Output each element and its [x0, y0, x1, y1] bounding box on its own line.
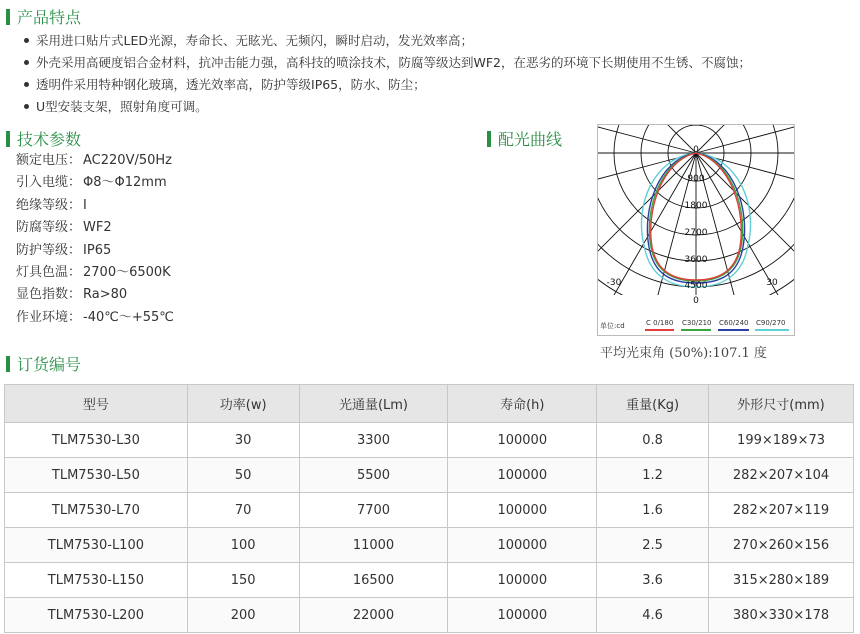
cell-flux: 3300 [299, 423, 448, 458]
radial-label: 900 [687, 174, 705, 184]
cell-flux: 11000 [299, 528, 448, 563]
orders-heading [6, 352, 81, 375]
radial-label-bottom: 0 [693, 296, 699, 306]
radial-label: 3600 [684, 255, 708, 265]
cell-flux: 22000 [299, 598, 448, 633]
heading-bar [487, 131, 491, 147]
spec-row [16, 172, 174, 194]
light-curve-title: 配光曲线 [498, 130, 563, 149]
spec-key: 防腐等级： [16, 220, 82, 236]
legend-label: C30/210 [682, 319, 712, 327]
heading-bar [6, 131, 10, 147]
cell-weight: 2.5 [597, 528, 709, 563]
polar-svg [598, 125, 794, 335]
spec-row [16, 307, 174, 329]
features-title: 产品特点 [17, 8, 82, 27]
table-row [5, 598, 854, 633]
specs-list [16, 150, 174, 329]
cell-life: 100000 [448, 493, 597, 528]
heading-bar [6, 356, 10, 372]
feature-item: 透明件采用特种钢化玻璃，透光效率高，防护等级IP65，防水、防尘； [22, 74, 751, 96]
cell-weight: 3.6 [597, 563, 709, 598]
column-header: 功率(w) [187, 385, 299, 423]
angle-label-right: 30 [766, 278, 778, 288]
cell-model: TLM7530-L30 [5, 423, 188, 458]
table-row [5, 563, 854, 598]
spec-value: IP65 [83, 242, 112, 258]
spec-row [16, 284, 174, 306]
table-row [5, 423, 854, 458]
heading-bar [6, 9, 10, 25]
radial-label: 0 [693, 145, 699, 155]
cell-weight: 1.6 [597, 493, 709, 528]
spec-value: Ra>80 [83, 287, 128, 303]
cell-model: TLM7530-L70 [5, 493, 188, 528]
spec-key: 防护等级： [16, 242, 82, 258]
cell-life: 100000 [448, 528, 597, 563]
legend-label: C90/270 [756, 319, 786, 327]
features-list [22, 30, 751, 118]
table-row [5, 528, 854, 563]
spec-key: 额定电压： [16, 153, 82, 168]
cell-dimensions: 315×280×189 [709, 563, 854, 598]
legend-label: C 0/180 [646, 319, 674, 327]
specs-title: 技术参数 [17, 130, 82, 149]
cell-weight: 1.2 [597, 458, 709, 493]
cell-model: TLM7530-L50 [5, 458, 188, 493]
column-header: 重量(Kg) [597, 385, 709, 423]
cell-life: 100000 [448, 563, 597, 598]
average-beam-angle: 平均光束角 (50%):107.1 度 [600, 346, 767, 361]
cell-life: 100000 [448, 458, 597, 493]
angle-label-left: -30 [606, 278, 622, 288]
cell-flux: 16500 [299, 563, 448, 598]
spec-value: -40℃～+55℃ [83, 309, 174, 325]
spec-value: WF2 [83, 220, 112, 236]
spec-key: 引入电缆： [16, 175, 82, 191]
spec-key: 显色指数： [16, 287, 82, 303]
spec-row [16, 240, 174, 262]
cell-life: 100000 [448, 423, 597, 458]
cell-dimensions: 282×207×119 [709, 493, 854, 528]
cell-power: 50 [187, 458, 299, 493]
spec-value: I [83, 197, 87, 213]
light-curve-heading [487, 127, 562, 150]
cell-dimensions: 380×330×178 [709, 598, 854, 633]
unit-label: 单位:cd [600, 322, 625, 330]
radial-label: 2700 [684, 228, 708, 238]
spec-key: 绝缘等级： [16, 197, 82, 213]
cell-flux: 7700 [299, 493, 448, 528]
cell-dimensions: 199×189×73 [709, 423, 854, 458]
cell-dimensions: 270×260×156 [709, 528, 854, 563]
cell-life: 100000 [448, 598, 597, 633]
spec-row [16, 195, 174, 217]
table-row [5, 458, 854, 493]
spec-value: Φ8～Φ12mm [83, 175, 167, 191]
cell-dimensions: 282×207×104 [709, 458, 854, 493]
column-header: 光通量(Lm) [299, 385, 448, 423]
column-header: 寿命(h) [448, 385, 597, 423]
spec-key: 作业环境： [16, 309, 82, 325]
spec-value: AC220V/50Hz [83, 153, 172, 168]
cell-power: 200 [187, 598, 299, 633]
cell-flux: 5500 [299, 458, 448, 493]
feature-item: 外壳采用高硬度铝合金材料，抗冲击能力强，高科技的喷涂技术，防腐等级达到WF2，在恶劣的环境下长期使用不生锈、不腐蚀； [22, 52, 751, 74]
table-row [5, 493, 854, 528]
cell-weight: 0.8 [597, 423, 709, 458]
cell-weight: 4.6 [597, 598, 709, 633]
polar-diagram [597, 124, 795, 336]
order-table [4, 384, 854, 633]
spec-row [16, 262, 174, 284]
cell-model: TLM7530-L200 [5, 598, 188, 633]
radial-label: 1800 [684, 201, 708, 211]
specs-heading [6, 127, 81, 150]
spec-row [16, 150, 174, 172]
orders-title: 订货编号 [17, 355, 82, 374]
spec-key: 灯具色温： [16, 265, 82, 281]
column-header: 外形尺寸(mm) [709, 385, 854, 423]
spec-value: 2700～6500K [83, 265, 171, 281]
cell-model: TLM7530-L150 [5, 563, 188, 598]
cell-power: 100 [187, 528, 299, 563]
feature-item: U型安装支架，照射角度可调。 [22, 96, 751, 118]
cell-power: 150 [187, 563, 299, 598]
radial-label: 4500 [684, 281, 708, 291]
table-header-row [5, 385, 854, 423]
legend-label: C60/240 [719, 319, 749, 327]
features-heading [6, 5, 81, 28]
column-header: 型号 [5, 385, 188, 423]
feature-item: 采用进口贴片式LED光源，寿命长、无眩光、无频闪，瞬时启动，发光效率高； [22, 30, 751, 52]
cell-power: 70 [187, 493, 299, 528]
cell-power: 30 [187, 423, 299, 458]
spec-row [16, 217, 174, 239]
cell-model: TLM7530-L100 [5, 528, 188, 563]
